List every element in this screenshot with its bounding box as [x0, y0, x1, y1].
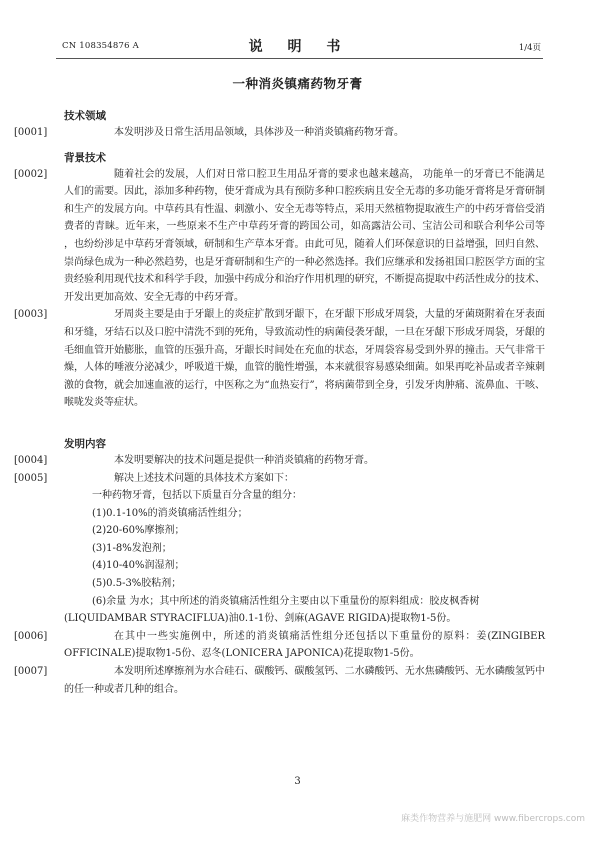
paragraph-text: 解决上述技术问题的具体技术方案如下：	[114, 472, 294, 484]
document-title: 一种消炎镇痛药物牙膏	[232, 76, 363, 91]
patent-number: CN 108354876 A	[62, 41, 139, 51]
paragraph-text: 牙周炎主要是由于牙龈上的炎症扩散到牙龈下，在牙龈下形成牙周袋，大量的牙菌斑附着在牙表面和牙缝，牙结石以及口腔中清洗不到的死角，导致流动性的病菌侵袭牙龈，一旦在牙龈下形成牙周袋，牙龈的毛细血管开始膨胀，血管的压强升高，牙龈长时间处在充血的状态，牙周袋容易受到外界的撞击。天气非常干燥，人体的唾液分泌减少，呼吸道干燥，血管的脆性增强，本来就很容易感染细菌。如果再吃补品或者辛辣刺激的食物，就会加速血液的运行，中医称之为“血热妄行”，将病菌带到全身，引发牙肉肿痛、流鼻血、干咳、喉咙发炎等症状。	[64, 309, 545, 409]
composition-item: (5)0.5-3%胶粘剂；	[92, 578, 182, 590]
paragraph-number: [0001]	[14, 127, 48, 138]
paragraph-number: [0006]	[14, 630, 48, 642]
paragraph-number: [0002]	[14, 168, 48, 180]
paragraph-0007	[14, 663, 545, 698]
document-type: 说 明 书	[248, 39, 351, 55]
paragraph-number: [0003]	[14, 309, 48, 321]
paragraph-number: [0004]	[14, 454, 48, 466]
composition-item: (4)10-40%润湿剂；	[92, 560, 185, 572]
composition-item: (2)20-60%摩擦剂；	[92, 525, 185, 537]
paragraph-text: 本发明涉及日常生活用品领域，具体涉及一种消炎镇痛药物牙膏。	[114, 127, 404, 138]
document-header	[56, 36, 543, 59]
composition-intro: 一种药物牙膏，包括以下质量百分含量的组分：	[92, 490, 302, 502]
page-indicator: 1/4页	[518, 43, 541, 53]
paragraph-0002	[14, 166, 545, 307]
paragraph-0003	[14, 306, 545, 412]
paragraph-0001	[14, 124, 545, 142]
heading-tech-field: 技术领域	[64, 110, 106, 122]
paragraph-text: 本发明要解决的技术问题是提供一种消炎镇痛的药物牙膏。	[114, 454, 374, 466]
page-number: 3	[294, 776, 301, 787]
heading-invention: 发明内容	[64, 437, 106, 450]
watermark: 麻类作物营养与施肥网 www.fibercrops.com	[401, 814, 585, 824]
paragraph-0006	[14, 628, 545, 663]
paragraph-0004	[14, 452, 545, 470]
paragraph-number: [0005]	[14, 472, 48, 484]
paragraph-text: 本发明所述摩擦剂为水合硅石、碳酸钙、碳酸氢钙、二水磷酸钙、无水焦磷酸钙、无水磷酸氢钙中的任一种或者几种的组合。	[64, 666, 545, 695]
paragraph-text: 随着社会的发展，人们对日常口腔卫生用品牙膏的要求也越来越高， 功能单一的牙膏已不能满足人们的需要。因此，添加多种药物，使牙膏成为具有预防多种口腔疾病且安全无毒的多功能牙膏将是牙膏研制和生产的发展方向。中草药具有性温、刺激小、安全无毒等特点，采用天然植物提取液生产的中药牙膏倍受消费者的青睐。近年来，一些原来不生产中草药牙膏的跨国公司，如高露洁公司、宝洁公司和联合利华公司等 ，也纷纷涉足中草药牙膏领域，研制和生产草本牙膏。由此可见，随着人们环保意识的日益增强，回归自然、崇尚绿色成为一种必然趋势，也是牙膏研制和生产的一种必然选择。我们应继承和发扬祖国口腔医学方面的宝贵经验利用现代技术和科学手段，加强中药成分和治疗作用机理的研究，不断提高提取中药活性成分的技术、开发出更加高效、安全无毒的中药牙膏。	[64, 168, 545, 303]
composition-item: (3)1-8%发泡剂；	[92, 542, 172, 554]
document-body	[14, 108, 545, 698]
heading-background: 背景技术	[64, 151, 106, 164]
paragraph-text: 在其中一些实施例中，所述的消炎镇痛活性组分还包括以下重量份的原料：姜(ZINGIBER OFFICINALE)提取物1-5份、忍冬(LONICERA JAPONICA)花提取物1-5份。	[64, 630, 545, 660]
composition-item: (6)余量 为水；其中所述的消炎镇痛活性组分主要由以下重量份的原料组成：胶皮枫香树(LIQUIDAMBAR STYRACIFLUA)油0.1-1份、剑麻(AGAVE RIGIDA)提取物1-5份。	[64, 595, 480, 625]
composition-item: (1)0.1-10%的消炎镇痛活性组分；	[92, 507, 248, 519]
paragraph-0005	[14, 470, 545, 488]
paragraph-number: [0007]	[14, 666, 48, 678]
